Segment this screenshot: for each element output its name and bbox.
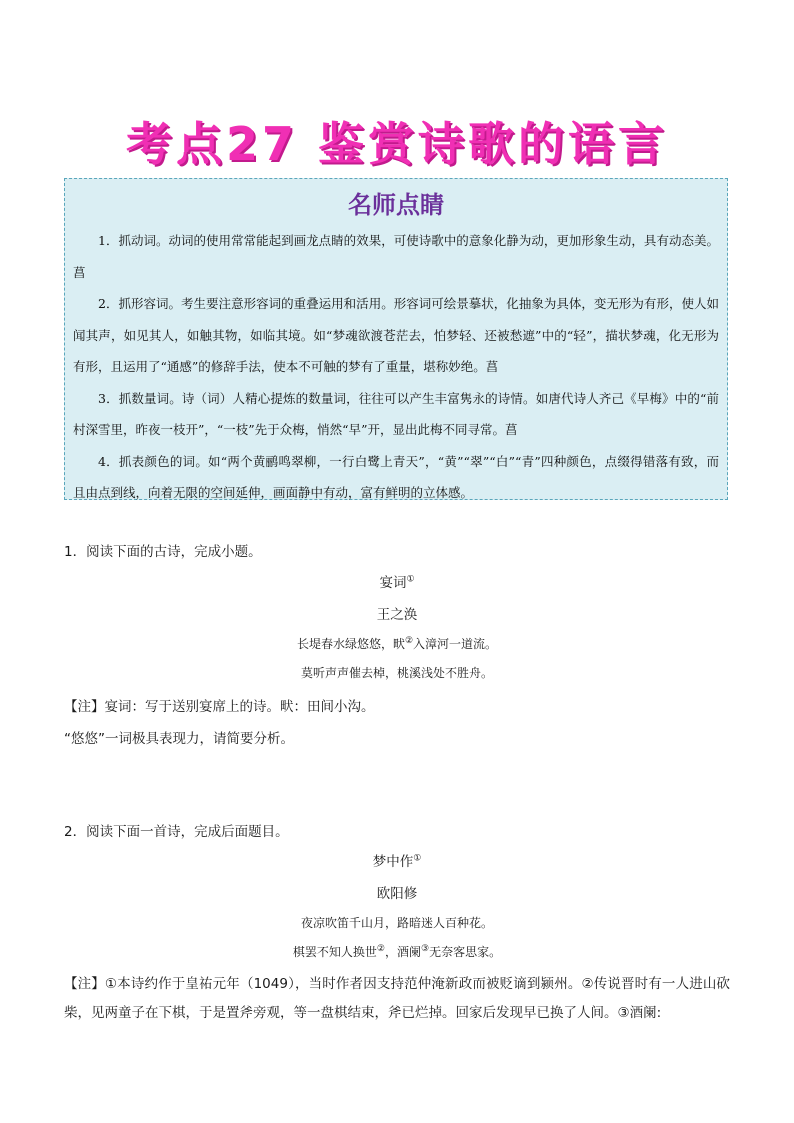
tip-paragraph: 4．抓表颜色的词。如“两个黄鹂鸣翠柳，一行白鹭上青天”，“黄”“翠”“白”“青”四种颜色，点缀得错落有致，而且由点到线，向着无限的空间延伸，画面静中有动，富有鲜明的立体感。 — [73, 453, 719, 500]
poem-title-text: 宴词 — [379, 575, 407, 591]
q1-note: 【注】宴词：写于送别宴席上的诗。畎：田间小沟。 — [64, 699, 375, 715]
tips-heading: 名师点睛 — [348, 190, 444, 219]
poem-title-text: 梦中作 — [372, 854, 414, 870]
poem-line-part: 长堤春水绿悠悠，畎 — [296, 637, 405, 651]
page-title: 考点27 鉴赏诗歌的语言 — [125, 117, 669, 171]
tip-paragraph: 2．抓形容词。考生要注意形容词的重叠运用和活用。形容词可绘景摹状，化抽象为具体，变无形为有形，使人如闻其声，如见其人，如触其物，如临其境。如“梦魂欲渡苍茫去，怕梦轻、还被愁遮”中的“轻”，描状梦魂，化无形为有形，且运用了“通感”的修辞手法，使本不可触的梦有了重量，堪称妙绝。菖 — [73, 296, 719, 374]
poem-line-part: 入漳河一道流。 — [413, 637, 498, 651]
q2-author: 欧阳修 — [376, 886, 418, 902]
q1-question: “悠悠”一词极具表现力，请简要分析。 — [64, 731, 294, 747]
poem-line-part: ，酒阑 — [384, 945, 421, 959]
tips-box — [64, 178, 728, 500]
q2-poem-line-2 — [64, 943, 730, 960]
q1-author: 王之涣 — [376, 607, 418, 623]
footnote-mark: ② — [404, 636, 414, 646]
tip-paragraph: 1．抓动词。动词的使用常常能起到画龙点睛的效果，可使诗歌中的意象化静为动，更加形象生动，具有动态美。菖 — [73, 233, 719, 280]
q2-poem-title — [64, 850, 730, 870]
q1-poem-line-2: 莫听声声催去棹，桃溪浅处不胜舟。 — [300, 666, 493, 680]
footnote-mark: ③ — [421, 944, 430, 954]
tips-body — [73, 225, 719, 509]
q2-poem-line-1: 夜凉吹笛千山月，路暗迷人百种花。 — [300, 916, 493, 930]
q1-poem-line-1 — [64, 635, 730, 652]
q2-prompt: 2．阅读下面一首诗，完成后面题目。 — [64, 824, 289, 840]
footnote-mark: ① — [413, 853, 422, 864]
poem-line-part: 无奈客思家。 — [429, 945, 502, 959]
tip-paragraph: 3．抓数量词。诗（词）人精心提炼的数量词，往往可以产生丰富隽永的诗情。如唐代诗人齐己《早梅》中的“前村深雪里，昨夜一枝开”，“一枝”先于众梅，悄然“早”开，显出此梅不同寻常。菖 — [73, 390, 719, 437]
poem-line-part: 棋罢不知人换世 — [292, 945, 377, 959]
q2-note: 【注】①本诗约作于皇祐元年（1049），当时作者因支持范仲淹新政而被贬谪到颍州。②传说晋时有一人进山砍柴，见两童子在下棋，于是置斧旁观，等一盘棋结束，斧已烂掉。回家后发现早已换了人间。③酒阑: — [64, 976, 730, 1021]
q1-prompt: 1．阅读下面的古诗，完成小题。 — [64, 544, 262, 560]
q1-poem-title — [64, 571, 730, 591]
footnote-mark: ② — [376, 944, 385, 954]
footnote-mark: ① — [406, 574, 415, 585]
